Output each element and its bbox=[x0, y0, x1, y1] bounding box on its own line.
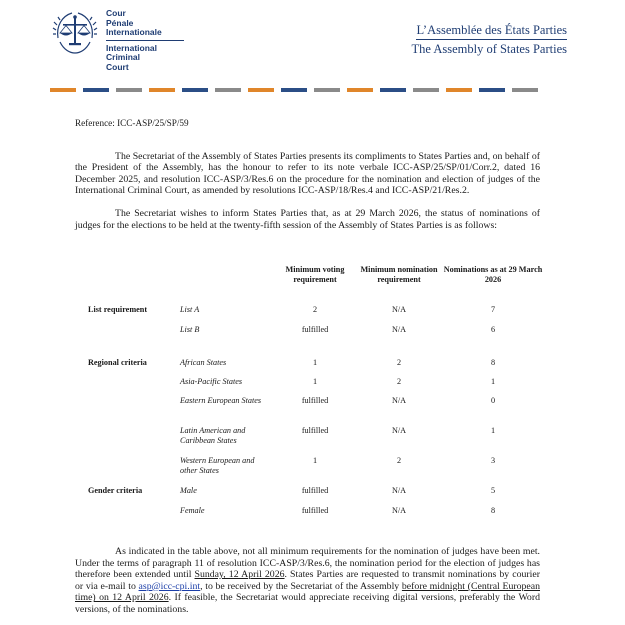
category: Eastern European States bbox=[180, 396, 262, 405]
count-value: 8 bbox=[490, 358, 496, 367]
reference-number: Reference: ICC-ASP/25/SP/59 bbox=[75, 118, 189, 128]
count-value: 5 bbox=[490, 486, 496, 495]
category: Asia-Pacific States bbox=[180, 377, 243, 386]
table-row bbox=[88, 506, 548, 526]
extension-deadline: before midnight (Central European time) on 12 April 2026 bbox=[75, 580, 541, 604]
nomination-status-table bbox=[88, 265, 548, 526]
court-name-en-3: Court bbox=[106, 61, 129, 72]
nomination-value: N/A bbox=[391, 486, 407, 495]
extension-text-1: As indicated in the table above, not all minimum requirements for the nomination of judges have been met. Under the terms of paragraph 11 of resolution ICC-ASP/3/Res.6, the nomination period for the election of judges has therefore been extended until bbox=[75, 546, 540, 581]
assembly-title-fr: L’Assemblée des États Parties bbox=[416, 22, 567, 40]
icc-logo bbox=[50, 8, 100, 58]
extension-text-3: , to be received by the Secretariat of the Assembly bbox=[200, 580, 402, 592]
nomination-value: 2 bbox=[396, 358, 402, 367]
count-value: 3 bbox=[490, 456, 496, 465]
extension-text-2: . States Parties are requested to transmit nominations by courier or via e-mail to bbox=[75, 569, 540, 592]
voting-value: 1 bbox=[312, 456, 318, 465]
letterhead bbox=[0, 0, 625, 100]
court-name-en-1: International bbox=[106, 42, 158, 53]
table-row bbox=[88, 305, 548, 325]
voting-value: fulfilled bbox=[301, 396, 329, 405]
table-row bbox=[88, 486, 548, 506]
voting-value: fulfilled bbox=[301, 506, 329, 515]
table-row bbox=[88, 377, 548, 396]
court-name-fr-1: Cour bbox=[106, 8, 126, 18]
nomination-value: N/A bbox=[391, 325, 407, 334]
nomination-value: N/A bbox=[391, 305, 407, 314]
nomination-value: N/A bbox=[391, 426, 407, 435]
voting-value: fulfilled bbox=[301, 325, 329, 334]
count-value: 8 bbox=[490, 506, 496, 515]
paragraph-extension bbox=[75, 546, 540, 616]
email-link[interactable]: asp@icc-cpi.int bbox=[138, 580, 201, 592]
extension-date: Sunday, 12 April 2026 bbox=[194, 569, 285, 581]
assembly-title-en: The Assembly of States Parties bbox=[411, 42, 567, 56]
category: Western European and other States bbox=[180, 456, 255, 475]
count-value: 1 bbox=[490, 426, 496, 435]
category: African States bbox=[180, 358, 227, 367]
voting-value: 1 bbox=[312, 358, 318, 367]
court-name-divider bbox=[106, 40, 184, 41]
header-count: Nominations as at 29 March 2026 bbox=[443, 265, 543, 284]
category: List B bbox=[180, 325, 200, 334]
count-value: 6 bbox=[490, 325, 496, 334]
court-name-fr-3: Internationale bbox=[106, 27, 162, 38]
group-label: Gender criteria bbox=[88, 486, 143, 495]
decorative-color-bar bbox=[50, 88, 538, 92]
category: List A bbox=[180, 305, 200, 314]
table-row bbox=[88, 456, 548, 486]
voting-value: 2 bbox=[312, 305, 318, 314]
category: Female bbox=[180, 506, 205, 515]
court-name-fr-2: Pénale bbox=[106, 17, 134, 28]
count-value: 1 bbox=[490, 377, 496, 386]
nomination-value: 2 bbox=[396, 456, 402, 465]
count-value: 0 bbox=[490, 396, 496, 405]
nomination-value: N/A bbox=[391, 506, 407, 515]
court-name-en-2: Criminal bbox=[106, 52, 141, 63]
paragraph-status: The Secretariat wishes to inform States Parties that, as at 29 March 2026, the status of nominations of judges for the elections to be held at the twenty-fifth session of the Assembly of States Parties is as follows: bbox=[75, 207, 540, 231]
letter-body bbox=[75, 118, 540, 242]
table-row bbox=[88, 426, 548, 456]
court-name bbox=[106, 9, 184, 73]
voting-value: fulfilled bbox=[301, 486, 329, 495]
table-row bbox=[88, 325, 548, 358]
category: Male bbox=[180, 486, 197, 495]
group-label: Regional criteria bbox=[88, 358, 147, 367]
scales-of-justice-icon bbox=[50, 8, 100, 58]
table-row bbox=[88, 396, 548, 426]
group-label: List requirement bbox=[88, 305, 148, 314]
paragraph-intro: The Secretariat of the Assembly of States Parties presents its compliments to States Parties and, on behalf of the President of the Assembly, has the honour to refer to its note verbale ICC-ASP/25/SP/01/Corr.2, dated 16 December 2025, and resolution ICC-ASP/3/Res.6 on the procedure for the nomination and election of judges of the International Criminal Court, as amended by resolutions ICC-ASP/18/Res.4 and ICC-ASP/21/Res.2. bbox=[75, 150, 540, 197]
voting-value: 1 bbox=[312, 377, 318, 386]
header-voting: Minimum voting requirement bbox=[285, 265, 345, 284]
count-value: 7 bbox=[490, 305, 496, 314]
category: Latin American and Caribbean States bbox=[180, 426, 246, 445]
nomination-value: 2 bbox=[396, 377, 402, 386]
table-row bbox=[88, 358, 548, 377]
header-nomination: Minimum nomination requirement bbox=[360, 265, 438, 284]
voting-value: fulfilled bbox=[301, 426, 329, 435]
assembly-title bbox=[411, 22, 567, 57]
table-header-row bbox=[88, 265, 548, 305]
nomination-value: N/A bbox=[391, 396, 407, 405]
extension-text-4: . If feasible, the Secretariat would appreciate receiving digital versions, preferably the Word versions, of the nominations. bbox=[75, 592, 540, 615]
